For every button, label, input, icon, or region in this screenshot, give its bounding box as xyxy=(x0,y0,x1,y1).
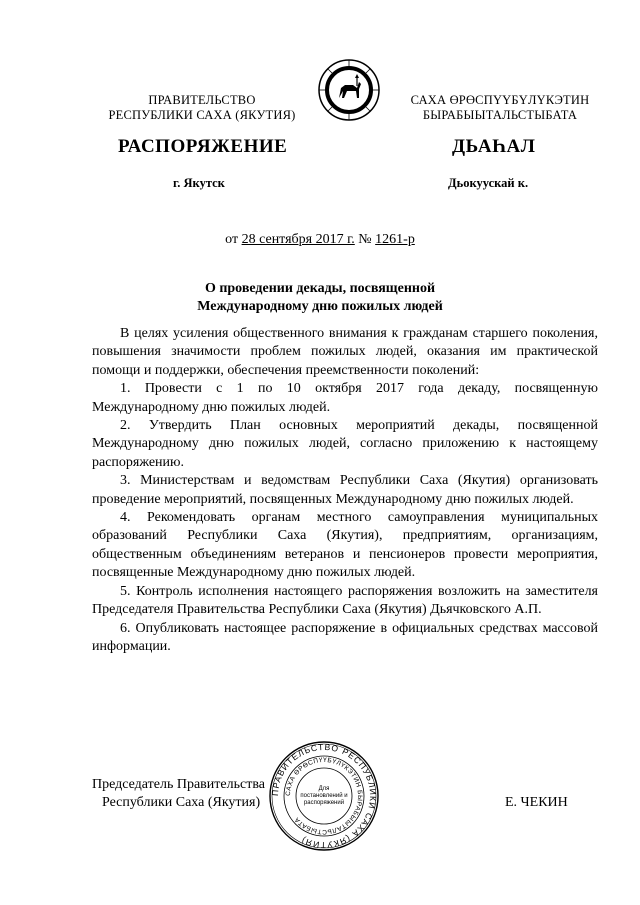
seal-outer-text: ПРАВИТЕЛЬСТВО РЕСПУБЛИКИ САХА (ЯКУТИЯ) xyxy=(269,741,379,851)
seal-center-line3: распоряжений xyxy=(303,800,345,806)
seal-center-line2: постановлений и xyxy=(300,793,348,799)
date-prefix: от xyxy=(225,232,242,247)
header-right-line1: САХА ӨРӨСПҮҮБҮЛҮКЭТИН xyxy=(410,93,590,107)
doc-type-russian: РАСПОРЯЖЕНИЕ xyxy=(118,136,288,157)
document-date: 28 сентября 2017 г. xyxy=(241,232,355,247)
position-line1: Председатель Правительства xyxy=(92,777,265,792)
paragraph-item-3: 3. Министерствам и ведомствам Республики Саха (Якутия) организовать проведение мероприятий, посвященных Международному дню пожилых людей. xyxy=(92,473,598,507)
number-sign: № xyxy=(354,232,376,247)
date-number-line xyxy=(0,232,640,248)
seal-inner-text: САХА ӨРӨСПҮҮБҮЛҮКЭТИН БЫРАБЫЫТАЛЬСТЫБАТА xyxy=(284,756,364,836)
paragraph-item-5: 5. Контроль исполнения настоящего распоряжения возложить на заместителя Председателя Правительства Республики Саха (Якутия) Дьячковского А.П. xyxy=(92,583,598,618)
city-yakut: Дьокуускай к. xyxy=(448,176,529,190)
header-right xyxy=(390,93,610,123)
paragraph-preamble: В целях усиления общественного внимания к гражданам старшего поколения, повышения значимости проблем пожилых людей, оказания им практической помощи и поддержки, обеспечения преемственности поколений: xyxy=(92,326,598,378)
document-title xyxy=(0,280,640,316)
paragraph-item-4: 4. Рекомендовать органам местного самоуправления муниципальных образований Республики Саха (Якутия), предприятиям, организациям, общественным объединениям ветеранов и пенсионеров провести мероприятия, посвященные Международному дню пожилых людей. xyxy=(92,510,598,581)
header-right-line2: БЫРАБЫЫТАЛЬСТЫБАТА xyxy=(422,108,578,122)
signatory-position xyxy=(92,776,265,812)
document-body xyxy=(92,325,598,656)
header-left-line1: ПРАВИТЕЛЬСТВО xyxy=(148,93,256,107)
coat-of-arms-emblem xyxy=(317,58,381,122)
paragraph-item-2: 2. Утвердить План основных мероприятий декады, посвященной Международному дню пожилых людей, согласно приложению к настоящему распоряжению. xyxy=(92,418,598,470)
document-number: 1261-р xyxy=(375,232,415,247)
signatory-name: Е. ЧЕКИН xyxy=(505,795,568,810)
paragraph-item-1: 1. Провести с 1 по 10 октября 2017 года декаду, посвященную Международному дню пожилых людей. xyxy=(92,381,598,415)
paragraph-item-6: 6. Опубликовать настоящее распоряжение в официальных средствах массовой информации. xyxy=(92,620,598,654)
city-russian: г. Якутск xyxy=(173,176,225,190)
position-line2: Республики Саха (Якутия) xyxy=(102,795,261,810)
seal-center-line1: Для xyxy=(318,786,330,792)
header-left xyxy=(92,93,312,123)
official-seal-stamp xyxy=(268,740,380,852)
doc-type-yakut: ДЬАҺАЛ xyxy=(452,136,536,157)
title-line2: Международному дню пожилых людей xyxy=(197,299,443,314)
title-line1: О проведении декады, посвященной xyxy=(204,281,436,296)
header-left-line2: РЕСПУБЛИКИ САХА (ЯКУТИЯ) xyxy=(108,108,296,122)
